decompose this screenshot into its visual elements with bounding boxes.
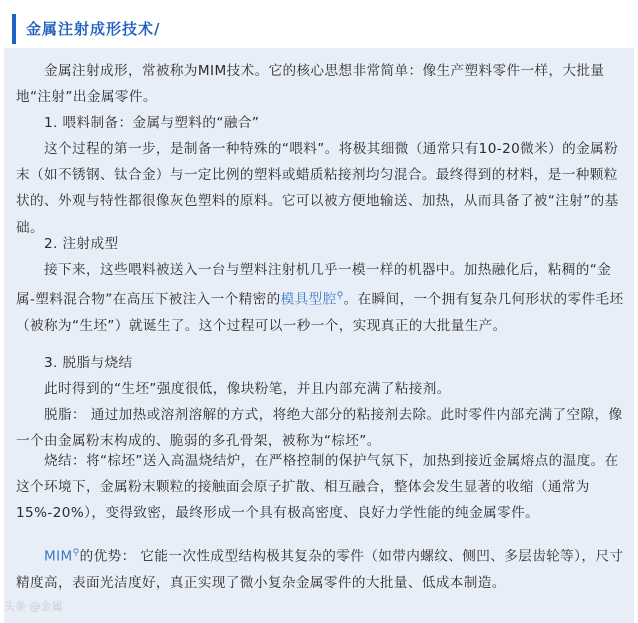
heading-injection: 2. 注射成型	[16, 236, 119, 252]
mim-link[interactable]: MIM	[44, 548, 73, 565]
search-icon[interactable]: ⚲	[336, 291, 344, 302]
mold-cavity-link[interactable]: 模具型腔	[280, 291, 337, 308]
section-header	[0, 0, 638, 48]
header-accent-bar	[12, 14, 16, 44]
article-body	[4, 48, 634, 623]
heading-feedstock: 1. 喂料制备：金属与塑料的“融合”	[16, 115, 260, 131]
green-part-paragraph: 此时得到的“生坯”强度很低，像块粉笔，并且内部充满了粘接剂。	[16, 381, 451, 397]
search-icon[interactable]: ⚲	[72, 548, 80, 558]
debinding-paragraph: 脱脂： 通过加热或溶剂溶解的方式，将绝大部分的粘接剂去除。此时零件内部充满了空隙，像一个由金属粉末构成的、脆弱的多孔骨架，被称为“棕坯”。	[16, 407, 623, 450]
feedstock-paragraph: 这个过程的第一步，是制备一种特殊的“喂料”。将极其细微（通常只有10-20微米）的金属粉末（如不锈钢、钛合金）与一定比例的塑料或蜡质粘接剂均匀混合。最终得到的材料，是一种颗粒状的、外观与特性都很像灰色塑料的原料。它可以被方便地输送、加热，从而具备了被“注射”的基础。	[16, 141, 619, 236]
advantages-paragraph: MIM⚲的优势： 它能一次性成型结构极其复杂的零件（如带内螺纹、侧凹、多层齿轮等），尺寸精度高，表面光洁度好，真正实现了微小复杂金属零件的大批量、低成本制造。	[16, 548, 624, 591]
section-title: 金属注射成形技术/	[26, 20, 161, 38]
heading-debind-sinter: 3. 脱脂与烧结	[16, 355, 133, 371]
watermark: 头条 @金属	[4, 600, 63, 613]
intro-paragraph: 金属注射成形，常被称为MIM技术。它的核心思想非常简单：像生产塑料零件一样，大批量地“注射”出金属零件。	[16, 63, 605, 106]
injection-paragraph: 接下来，这些喂料被送入一台与塑料注射机几乎一模一样的机器中。加热融化后，粘稠的“金属-塑料混合物”在高压下被注入一个精密的模具型腔⚲。在瞬间，一个拥有复杂几何形状的零件毛坯（被称为“生坯”）就诞生了。这个过程可以一秒一个，实现真正的大批量生产。	[16, 262, 624, 334]
sintering-paragraph: 烧结：将“棕坯”送入高温烧结炉，在严格控制的保护气氛下，加热到接近金属熔点的温度。在这个环境下，金属粉末颗粒的接触面会原子扩散、相互融合，整体会发生显著的收缩（通常为15%-20%），变得致密，最终形成一个具有极高密度、良好力学性能的纯金属零件。	[16, 453, 619, 522]
